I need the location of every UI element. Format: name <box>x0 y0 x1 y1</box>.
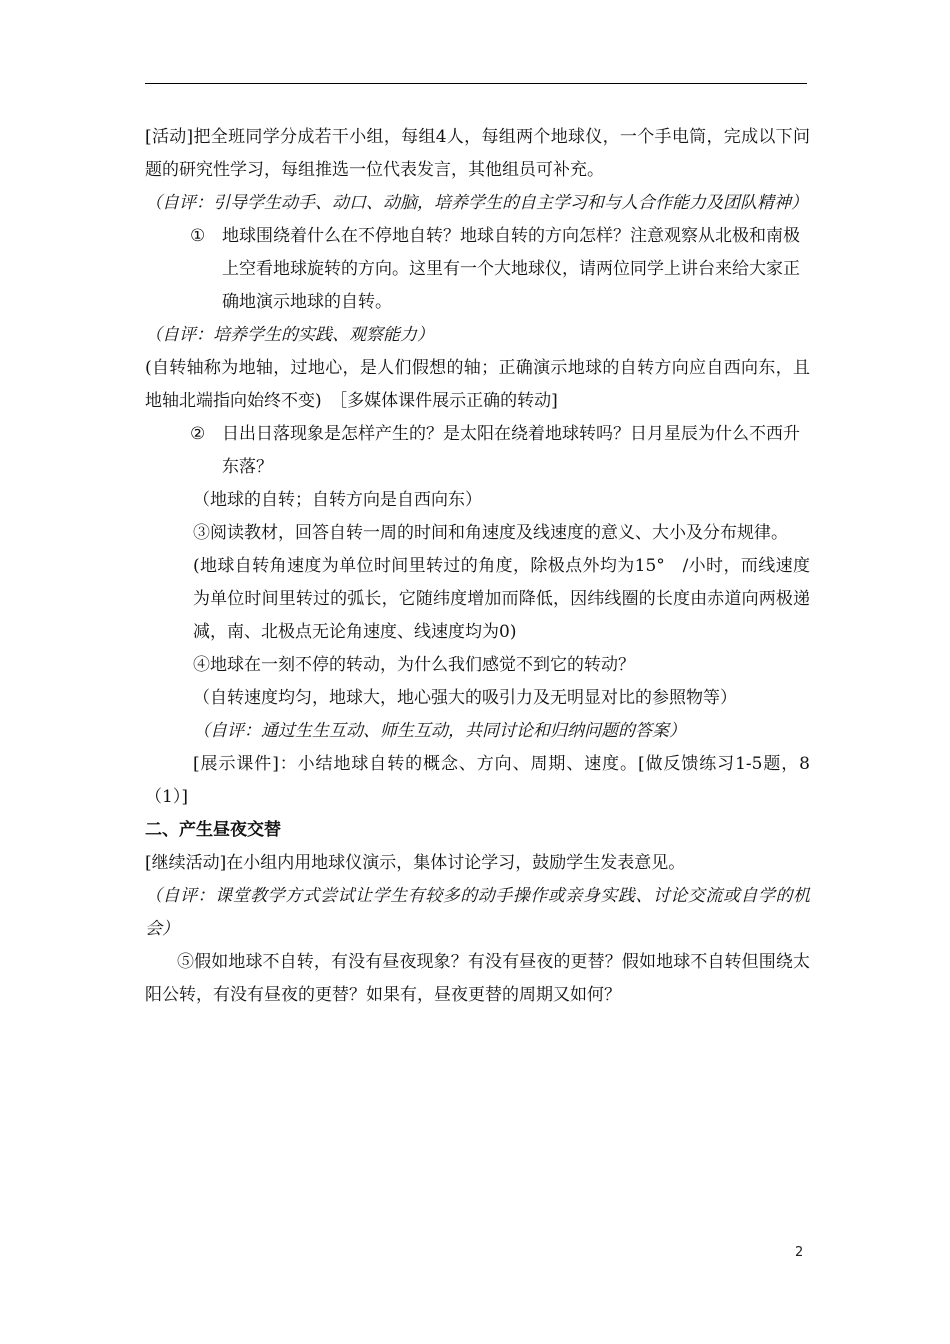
self-review-1: （自评：引导学生动手、动口、动脑，培养学生的自主学习和与人合作能力及团队精神） <box>145 193 808 213</box>
question-2-text: 日出日落现象是怎样产生的？是太阳在绕着地球转吗？日月星辰为什么不西升东落？ <box>222 424 800 477</box>
answer-3: (地球自转角速度为单位时间里转过的角度，除极点外均为15° /小时，而线速度为单位时间里转过的弧长，它随纬度增加而降低，因纬线圈的长度由赤道向两极递减，南、北极点无论角速度、线速度均为0) <box>193 556 810 642</box>
continue-activity: [继续活动]在小组内用地球仪演示，集体讨论学习，鼓励学生发表意见。 <box>145 853 686 873</box>
self-review-4: （自评：课堂教学方式尝试让学生有较多的动手操作或亲身实践、讨论交流或自学的机会） <box>145 886 810 939</box>
question-1-number: ① <box>190 226 206 246</box>
self-review-3: （自评：通过生生互动、师生互动，共同讨论和归纳问题的答案） <box>193 721 686 741</box>
page-number: 2 <box>795 1245 804 1260</box>
answer-4: （自转速度均匀，地球大，地心强大的吸引力及无明显对比的参照物等） <box>193 688 737 708</box>
question-2-number: ② <box>190 424 206 444</box>
question-1-text: 地球围绕着什么在不停地自转？地球自转的方向怎样？注意观察从北极和南极上空看地球旋转的方向。这里有一个大地球仪，请两位同学上讲台来给大家正确地演示地球的自转。 <box>222 226 800 312</box>
answer-1: (自转轴称为地轴，过地心，是人们假想的轴；正确演示地球的自转方向应自西向东，且地轴北端指向始终不变) ［多媒体课件展示正确的转动] <box>145 358 810 411</box>
question-3: ③阅读教材，回答自转一周的时间和角速度及线速度的意义、大小及分布规律。 <box>193 523 788 543</box>
question-2 <box>145 418 810 484</box>
self-review-2: （自评：培养学生的实践、观察能力） <box>145 325 434 345</box>
answer-2: （地球的自转；自转方向是自西向东） <box>193 490 482 510</box>
courseware-summary: [展示课件]：小结地球自转的概念、方向、周期、速度。[做反馈练习1-5题，8（1）] <box>145 754 810 807</box>
header-rule <box>145 83 807 84</box>
question-5: ⑤假如地球不自转，有没有昼夜现象？有没有昼夜的更替？假如地球不自转但围绕太阳公转，有没有昼夜的更替？如果有，昼夜更替的周期又如何？ <box>145 952 810 1005</box>
question-4: ④地球在一刻不停的转动，为什么我们感觉不到它的转动？ <box>193 655 635 675</box>
document-body <box>145 121 810 1012</box>
section-heading: 二、产生昼夜交替 <box>145 820 281 840</box>
question-1 <box>145 220 810 319</box>
activity-paragraph: [活动]把全班同学分成若干小组，每组4人，每组两个地球仪，一个手电筒，完成以下问题的研究性学习，每组推选一位代表发言，其他组员可补充。 <box>145 127 810 180</box>
